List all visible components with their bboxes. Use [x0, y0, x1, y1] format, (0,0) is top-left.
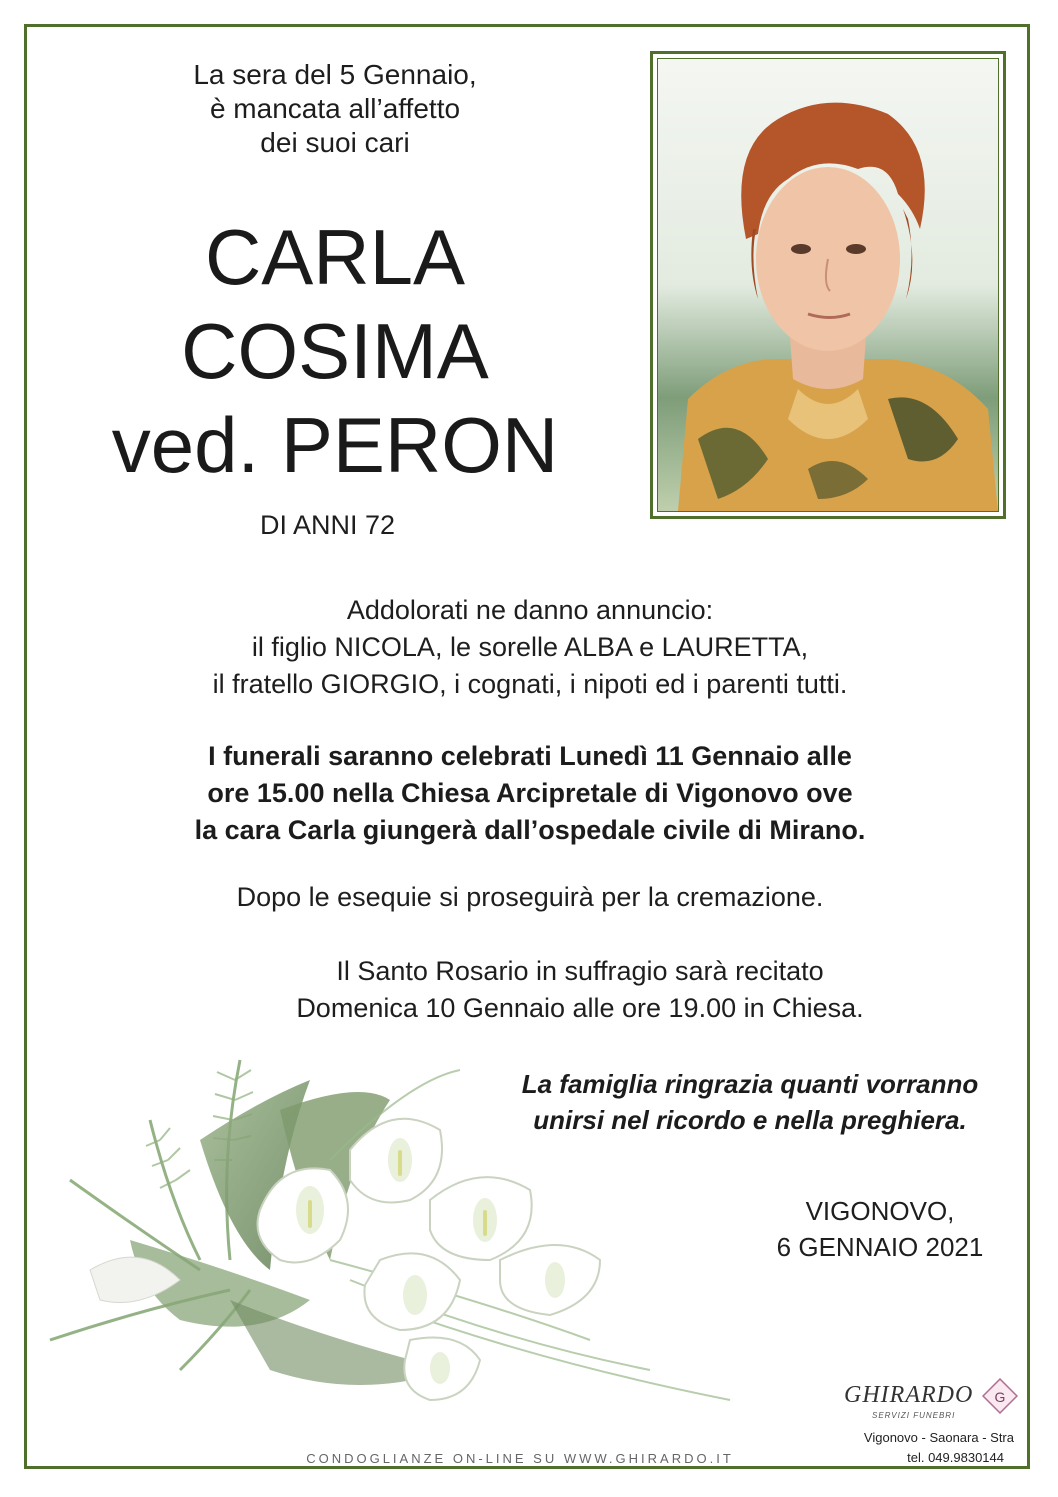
place-and-date — [740, 1193, 1020, 1265]
intro-line: dei suoi cari — [260, 127, 410, 158]
age-label: DI ANNI 72 — [260, 510, 396, 540]
announcement-text — [120, 592, 940, 703]
thanks-text: La famiglia ringrazia — [521, 1069, 781, 1099]
rosary-line: Il Santo Rosario in suffragio sarà recitato — [336, 956, 824, 986]
place: VIGONOVO, — [805, 1196, 955, 1226]
thanks-line-2 — [470, 1102, 1030, 1138]
funeral-home-logo — [834, 1376, 1024, 1466]
logo-phone: tel. 049.9830144 — [907, 1450, 1004, 1465]
intro-text — [110, 58, 560, 160]
announcement-line: il figlio NICOLA, le sorelle ALBA e LAURETTA, — [251, 632, 809, 662]
cremation-note: Dopo le esequie si proseguirà per la cremazione. — [236, 882, 824, 912]
rosary-note — [200, 953, 960, 1027]
announcement-line: Addolorati ne danno annuncio: — [346, 595, 714, 625]
family-thanks — [470, 1066, 1030, 1138]
thanks-text: unirsi nel ricordo e — [533, 1105, 775, 1135]
portrait-illustration — [658, 59, 998, 511]
funeral-details — [110, 738, 950, 849]
funeral-line: I funerali saranno celebrati Lunedì 11 Gennaio alle — [208, 741, 852, 771]
logo-subtitle: SERVIZI FUNEBRI — [872, 1411, 956, 1420]
svg-text:G: G — [994, 1389, 1006, 1405]
rosary-line: Domenica 10 Gennaio alle ore 19.00 in Chiesa. — [296, 993, 864, 1023]
announcement-line: il fratello GIORGIO, i cognati, i nipoti ed i parenti tutti. — [212, 669, 848, 699]
first-name: CARLA — [204, 213, 466, 301]
logo-name: GHIRARDO — [844, 1382, 974, 1408]
deceased-name — [110, 210, 560, 492]
logo-towns: Vigonovo - Saonara - Stra — [863, 1430, 1014, 1445]
second-name: COSIMA — [181, 307, 489, 395]
intro-line: è mancata all’affetto — [209, 93, 461, 124]
portrait-frame — [650, 51, 1006, 519]
date: 6 GENNAIO 2021 — [776, 1232, 984, 1262]
intro-line: La sera del 5 Gennaio, — [193, 59, 477, 90]
married-name: ved. PERON — [111, 401, 559, 489]
thanks-line-1 — [470, 1066, 1030, 1102]
thanks-emphasis: quanti vorranno — [780, 1069, 979, 1099]
portrait-photo — [657, 58, 999, 512]
diamond-g-icon — [982, 1378, 1018, 1414]
thanks-period: . — [959, 1105, 967, 1135]
thanks-emphasis: nella preghiera — [774, 1105, 960, 1135]
condolences-footer: CONDOGLIANZE ON-LINE SU WWW.GHIRARDO.IT — [306, 1451, 734, 1466]
funeral-line: ore 15.00 nella Chiesa Arcipretale di Vigonovo ove — [207, 778, 853, 808]
funeral-line: la cara Carla giungerà dall’ospedale civile di Mirano. — [194, 815, 866, 845]
